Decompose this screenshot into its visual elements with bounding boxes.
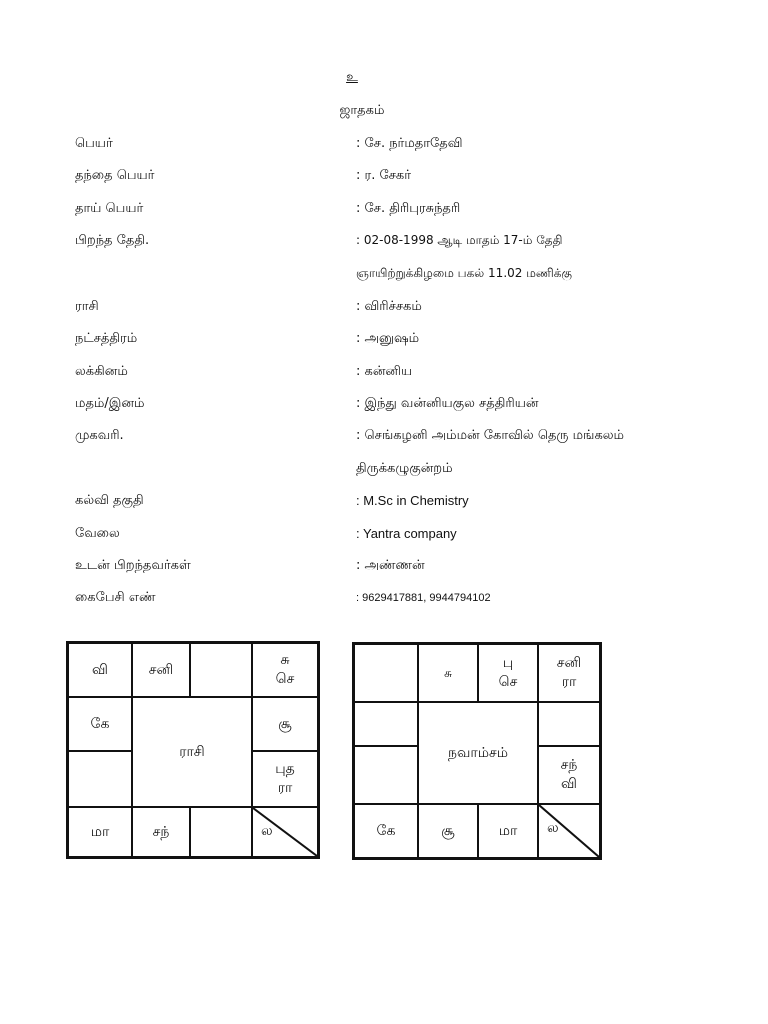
field-label: லக்கினம் <box>75 364 128 379</box>
planet-label: சனி <box>556 655 582 671</box>
planet-label: மா <box>90 823 110 840</box>
header-symbol: உ <box>346 70 358 85</box>
field-label: மதம்/இனம் <box>75 396 145 411</box>
field-row <box>0 233 768 253</box>
field-row <box>0 266 768 286</box>
chart-cell <box>354 702 418 746</box>
planet-label: சந் <box>560 757 578 773</box>
planet-label: ரா <box>561 674 577 690</box>
chart-cell <box>190 807 252 857</box>
planet-label: சந் <box>152 823 170 840</box>
field-row <box>0 331 768 351</box>
chart-cell <box>418 804 478 858</box>
chart-cell <box>68 807 132 857</box>
chart-cell <box>252 751 318 807</box>
field-row <box>0 428 768 448</box>
planet-label: கே <box>90 715 110 732</box>
planet-label: சு <box>280 652 290 668</box>
chart-cell <box>132 807 190 857</box>
planet-label: வி <box>561 776 577 792</box>
field-row <box>0 396 768 416</box>
chart-cell <box>538 644 600 702</box>
planet-label: மா <box>498 822 518 839</box>
chart-center <box>418 702 538 804</box>
field-value: : கன்னிய <box>356 364 413 379</box>
rasi-chart <box>66 641 320 859</box>
planet-label: செ <box>498 674 518 690</box>
planet-label: வி <box>92 661 108 678</box>
chart-cell <box>252 697 318 751</box>
planet-label: சனி <box>148 661 174 678</box>
chart-cell <box>190 643 252 697</box>
field-value: : விரிச்சகம் <box>356 299 422 314</box>
lagna-cell <box>252 807 318 857</box>
field-value: : ர. சேகர் <box>356 168 412 183</box>
field-label: உடன் பிறந்தவர்கள் <box>75 558 191 573</box>
field-value: ஞாயிற்றுக்கிழமை பகல் 11.02 மணிக்கு <box>356 266 572 280</box>
field-value: : அனுஷம் <box>356 331 420 346</box>
chart-cell <box>538 746 600 804</box>
field-label: வேலை <box>75 526 120 541</box>
planet-label: சூ <box>278 715 292 732</box>
chart-cell <box>478 644 538 702</box>
planet-label: சு <box>444 665 452 680</box>
field-label: ராசி <box>75 299 99 314</box>
planet-label: பு <box>502 655 514 671</box>
field-label: முகவரி. <box>75 428 124 443</box>
lagna-cell <box>538 804 600 858</box>
field-row <box>0 168 768 188</box>
chart-cell <box>68 697 132 751</box>
navamsa-chart <box>352 642 602 860</box>
chart-cell <box>538 702 600 746</box>
field-label: தாய் பெயர் <box>75 201 144 216</box>
field-value: : M.Sc in Chemistry <box>356 493 469 508</box>
chart-cell <box>354 644 418 702</box>
field-row <box>0 364 768 384</box>
chart-cell <box>478 804 538 858</box>
field-value: : சே. நர்மதாதேவி <box>356 136 463 151</box>
field-value: : சே. திரிபுரசுந்தரி <box>356 201 461 216</box>
field-label: கல்வி தகுதி <box>75 493 144 508</box>
field-value: : இந்து வன்னியகுல சத்திரியன் <box>356 396 539 411</box>
chart-cell <box>354 804 418 858</box>
field-label: பிறந்த தேதி. <box>75 233 150 248</box>
planet-label: ல <box>547 820 559 836</box>
chart-cell <box>68 751 132 807</box>
document-title: ஜாதகம் <box>339 103 385 118</box>
field-value: : அண்ணன் <box>356 558 425 573</box>
field-row <box>0 201 768 221</box>
planet-label: ல <box>261 823 273 839</box>
chart-center <box>132 697 252 807</box>
field-row <box>0 136 768 156</box>
field-label: பெயர் <box>75 136 113 151</box>
field-value: : 9629417881, 9944794102 <box>356 592 491 604</box>
field-label: தந்தை பெயர் <box>75 168 155 183</box>
chart-cell <box>252 643 318 697</box>
field-label: கைபேசி எண் <box>75 590 156 605</box>
field-row <box>0 461 768 481</box>
planet-label: செ <box>275 671 295 687</box>
planet-label: கே <box>376 822 396 839</box>
planet-label: சூ <box>441 822 455 839</box>
field-row <box>0 493 768 513</box>
chart-title: நவாம்சம் <box>448 744 508 761</box>
planet-label: ரா <box>277 780 293 796</box>
chart-title: ராசி <box>179 743 205 760</box>
field-value: : 02-08-1998 ஆடி மாதம் 17-ம் தேதி <box>356 233 563 247</box>
chart-cell <box>354 746 418 804</box>
field-row <box>0 590 768 610</box>
chart-cell <box>418 644 478 702</box>
field-value: : செங்கழனி அம்மன் கோவில் தெரு மங்கலம் <box>356 428 625 443</box>
field-row <box>0 558 768 578</box>
field-value: : Yantra company <box>356 526 457 541</box>
field-row <box>0 526 768 546</box>
planet-label: புத <box>275 761 295 777</box>
field-value: திருக்கழுகுன்றம் <box>356 461 453 476</box>
field-label: நட்சத்திரம் <box>75 331 138 346</box>
chart-cell <box>132 643 190 697</box>
chart-cell <box>68 643 132 697</box>
field-row <box>0 299 768 319</box>
